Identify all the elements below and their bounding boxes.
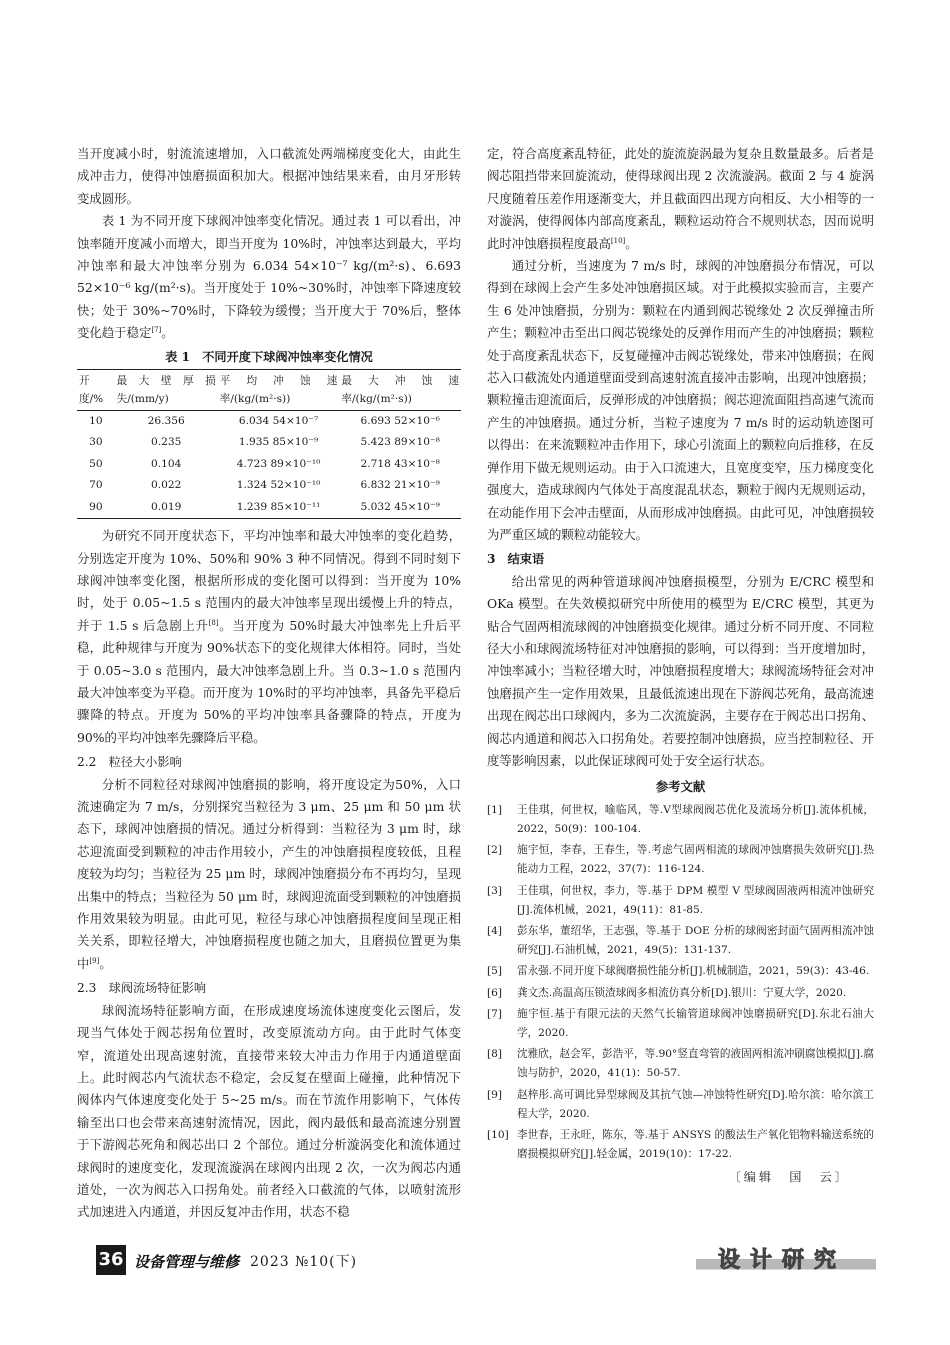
reference-text: 赵梓彤.高可调比异型球阀及其抗气蚀—冲蚀特性研究[D].哈尔滨：哈尔滨工程大学，2020. [517, 1088, 874, 1120]
table-caption: 表 1 不同开度下球阀冲蚀率变化情况 [165, 349, 373, 364]
page-footer [96, 1245, 876, 1277]
section-heading: 3 结束语 [487, 552, 545, 567]
table-cell: 1.239 85×10⁻¹¹ [236, 500, 321, 513]
table-cell: 4.723 89×10⁻¹⁰ [236, 457, 321, 470]
citation: [7] [151, 326, 162, 335]
citation: [8] [208, 618, 219, 627]
table-cell: 5.032 45×10⁻⁹ [360, 500, 440, 513]
paragraph: 当开度减小时，射流流速增加，入口截流处两端梯度变化大，由此生成冲击力，使得冲蚀磨损面积加大。根据冲蚀结果来看，由月牙形转变成圆形。 [77, 146, 461, 206]
references-list [487, 801, 874, 1165]
reference-number: [3] [487, 884, 503, 897]
table-cell: 0.235 [151, 436, 182, 449]
table-cell: 1.935 85×10⁻⁹ [238, 436, 319, 449]
reference-item [487, 922, 874, 960]
paragraph: 给出常见的两种管道球阀冲蚀磨损模型，分别为 E/CRC 模型和 OKa 模型。在失效模拟研究中所使用的模型为 E/CRC 模型，其更为贴合气固两相流球阀的冲蚀磨损变化规律。通过分析不同开度、不同粒径大小和球阀流场特征对冲蚀磨损的影响，可以得到：当开度增加时，冲蚀率减小；当粒径增大时，冲蚀磨损程度增大；球阀流场特征会对冲蚀磨损产生一定作用效果，且最低流速出现在下游阀芯死角，最高流速出现在阀芯出口球阀内，多为二次流旋涡，主要存在于阀芯出口拐角、阀芯内通道和阀芯入口拐角处。若要控制冲蚀磨损，应当控制粒径、开度等影响因素，以此保证球阀可处于安全运行状态。 [487, 573, 874, 768]
table-cell: 0.019 [151, 500, 182, 513]
citation: [10] [610, 236, 626, 245]
page-number: 36 [96, 1245, 126, 1275]
table-cell: 6.034 54×10⁻⁷ [238, 414, 319, 427]
table-header: 平均冲蚀速率/(kg/(m²·s)) [219, 374, 338, 405]
reference-text: 施宇恒.基于有限元法的天然气长输管道球阀冲蚀磨损研究[D].东北石油大学，2020. [517, 1007, 874, 1040]
reference-text: 沈雅欣，赵会军，彭浩平，等.90°竖直弯管的液固两相流冲刷腐蚀模拟[J].腐蚀与防护，2020，41(1)：50-57. [517, 1048, 874, 1080]
table-cell: 6.832 21×10⁻⁹ [360, 479, 440, 492]
reference-number: [9] [487, 1088, 503, 1101]
reference-number: [10] [487, 1129, 509, 1142]
reference-number: [2] [487, 844, 503, 857]
reference-item [487, 801, 874, 839]
table-cell: 10 [89, 414, 103, 427]
paragraph: 球阀流场特征影响方面，在形成速度场流体速度变化云图后，发现当气体处于阀芯拐角位置时，改变原流动方向。由于此时气体变窄，流道处出现高速射流，直接带来较大冲击力作用于内通道壁面上。此时阀芯内气流状态不稳定，会反复在壁面上碰撞，此种情况下阀体内气体速度变化处于 5~25 m/s。而在节流作用影响下，气体传输至出口也会带来高速射流情况，因此，阀内最低和最高流速分别置于下游阀芯死角和阀芯出口 2 个部位。通过分析漩涡变化和流体通过球阀时的速度变化，发现流漩涡在球阀内出现 2 次，一次为阀芯内通道处，一次为阀芯入口拐角处。前者经入口截流的气体，以喷射流形式加速进入内通道，并因反复冲击作用，状态不稳 [77, 1002, 461, 1220]
section-heading: 2.3 球阀流场特征影响 [77, 981, 207, 996]
table-row [77, 432, 461, 454]
reference-number: [7] [487, 1007, 503, 1020]
table-row [77, 454, 461, 476]
table-header: 最大壁厚损失/(mm/y) [116, 374, 216, 405]
table-cell: 2.718 43×10⁻⁸ [360, 457, 440, 470]
right-column [487, 143, 874, 1189]
table-cell: 26.356 [147, 414, 185, 427]
issue-label: 2023 №10(下) [250, 1254, 358, 1270]
table-cell: 30 [89, 436, 103, 449]
reference-number: [1] [487, 803, 503, 816]
section-heading: 2.2 粒径大小影响 [77, 755, 182, 770]
table-row [77, 475, 461, 497]
table-cell: 50 [89, 457, 103, 470]
citation: [9] [89, 956, 100, 965]
reference-item [487, 962, 874, 981]
reference-item [487, 984, 874, 1003]
table-cell: 0.022 [151, 479, 182, 492]
paragraph: 定，符合高度紊乱特征，此处的旋流旋涡最为复杂且数量最多。后者是阀芯阻挡带来回旋流动，使得球阀出现 2 次流漩涡。截面 2 与 4 旋涡尺度随着压差作用逐渐变大，并且截面四出现方向相反、大小相等的一对漩涡，使得阀体内部高度紊乱，颗粒运动符合不规则状态，因而说明此时冲蚀磨损程度最高[10]。 [487, 146, 874, 251]
erosion-rate-table [77, 369, 461, 520]
paragraph: 通过分析，当速度为 7 m/s 时，球阀的冲蚀磨损分布情况，可以得到在球阀上会产生多处冲蚀磨损区域。对于此模拟实验而言，主要产生 6 处冲蚀磨损，分别为：颗粒在内通到阀芯锐缘处 2 次反弹撞击所产生；颗粒冲击至出口阀芯锐缘处的反弹作用而产生的冲蚀磨损；颗粒处于高度紊乱状态下，反复碰撞冲击阀芯锐缘处，带来冲蚀磨损；在阀芯入口截流处内通道壁面受到高速射流直接冲击影响，出现冲蚀磨损；颗粒撞击迎流面后，反弹形成的冲蚀磨损；阀芯迎流面阻挡高速气流而产生的冲蚀磨损。通过分析，当粒子速度为 7 m/s 时的运动轨迹图可以得出：在来流颗粒冲击作用下，球心引流面上的颗粒向后推移，在反弹作用下做无规则运动。由于入口流速大，且宽度变窄，压力梯度变化强度大，造成球阀内气体处于高度混乱状态，颗粒于阀内无规则运动，在动能作用下会冲击壁面，从而形成冲蚀磨损。由此可见，冲蚀磨损较为严重区域的颗粒动能较大。 [487, 258, 874, 542]
paragraph: 分析不同粒径对球阀冲蚀磨损的影响，将开度设定为50%，入口流速确定为 7 m/s，分别探究当粒径为 3 μm、25 μm 和 50 μm 状态下，球阀冲蚀磨损的情况。通过分析得到：当粒径为 3 μm 时，球芯迎流面受到颗粒的冲击作用较小，产生的冲蚀磨损程度较低，且程度较为均匀；当粒径为 25 μm 时，球阀冲蚀磨损分布不再均匀，呈现出集中的特点；当粒径为 50 μm 时，球阀迎流面受到颗粒的冲蚀磨损作用效果较为明显。由此可见，粒径与球心冲蚀磨损程度间呈现正相关关系，即粒径增大，冲蚀磨损程度也随之加大，且磨损位置更为集中[9]。 [77, 776, 461, 971]
section-label: 设计研究 [718, 1247, 847, 1273]
reference-number: [6] [487, 986, 503, 999]
reference-text: 李世春，王永旺，陈东，等.基于 ANSYS 的酸法生产氧化铝物料输送系统的磨损模拟研究[J].轻金属，2019(10)：17-22. [517, 1129, 874, 1161]
journal-name: 设备管理与维修 [134, 1253, 240, 1271]
reference-number: [5] [487, 965, 503, 978]
reference-text: 彭东华，董绍华，王志强，等.基于 DOE 分析的球阀密封面气固两相流冲蚀研究[J].石油机械，2021，49(5)：131-137. [517, 925, 874, 957]
paragraph: 表 1 为不同开度下球阀冲蚀率变化情况。通过表 1 可以看出，冲蚀率随开度减小而增大，即当开度为 10%时，冲蚀率达到最大，平均冲蚀率和最大冲蚀率分别为 6.034 54×10⁻⁷ kg/(m²·s)、6.693 52×10⁻⁶ kg/(m²·s)。当开度处于 10%~30%时，冲蚀率下降速度较快；处于 30%~70%时，下降较为缓慢；当开度大于 70%后，整体变化趋于稳定[7]。 [77, 213, 461, 341]
table-cell: 1.324 52×10⁻¹⁰ [236, 479, 321, 492]
reference-number: [4] [487, 925, 503, 937]
references-title: 参考文献 [655, 779, 706, 795]
table-header: 最大冲蚀速率/(kg/(m²·s)) [341, 374, 459, 405]
editor-credit: 〔编辑 国 云〕 [728, 1170, 850, 1185]
table-cell: 70 [89, 479, 103, 492]
reference-item [487, 1126, 874, 1164]
paragraph: 为研究不同开度状态下，平均冲蚀率和最大冲蚀率的变化趋势，分别选定开度为 10%、50%和 90% 3 种不同情况。得到不同时刻下球阀冲蚀率变化图，根据所形成的变化图可以得到：当开度为 10%时，处于 0.05~1.5 s 范围内的最大冲蚀率呈现出缓慢上升的特点，并于 1.5 s 后急剧上升[8]。当开度为 50%时最大冲蚀率先上升后平稳，此种规律与开度为 90%状态下的变化规律大体相符。同时，当处于 0.05~3.0 s 范围内，最大冲蚀率急剧上升。当 0.3~1.0 s 范围内最大冲蚀率变为平稳。而开度为 10%时的平均冲蚀率，具备先平稳后骤降的特点。开度为 50%的平均冲蚀率具备骤降的特点，开度为 90%的平均冲蚀率先骤降后平稳。 [77, 528, 461, 745]
table-cell: 5.423 89×10⁻⁸ [360, 436, 440, 449]
table-cell: 90 [89, 500, 103, 513]
table-cell: 0.104 [151, 457, 182, 470]
reference-text: 龚文杰.高温高压锁渣球阀多相流仿真分析[D].银川：宁夏大学，2020. [517, 986, 847, 999]
reference-item [487, 1086, 874, 1124]
table-header: 开度/% [79, 374, 104, 405]
section-banner [696, 1243, 876, 1279]
table-cell: 6.693 52×10⁻⁶ [360, 414, 440, 427]
left-column [77, 143, 461, 1224]
reference-item [487, 841, 874, 879]
reference-text: 王佳琪，何世权，李力，等.基于 DPM 模型 V 型球阀固液两相流冲蚀研究[J].流体机械，2021，49(11)：81-85. [517, 884, 874, 916]
reference-text: 雷永强.不同开度下球阀磨损性能分析[J].机械制造，2021，59(3)：43-46. [517, 965, 870, 978]
reference-text: 施宇恒，李春，王春生，等.考虑气固两相流的球阀冲蚀磨损失效研究[J].热能动力工程，2022，37(7)：116-124. [517, 844, 874, 876]
table-row [77, 497, 461, 519]
reference-item [487, 1005, 874, 1043]
reference-item [487, 882, 874, 920]
reference-text: 王佳琪，何世权，喻临风，等.V型球阀阀芯优化及流场分析[J].流体机械，2022，50(9)：100-104. [517, 803, 874, 835]
table-row [77, 410, 461, 432]
reference-number: [8] [487, 1048, 503, 1061]
table-header-row [77, 369, 461, 410]
reference-item [487, 1045, 874, 1083]
